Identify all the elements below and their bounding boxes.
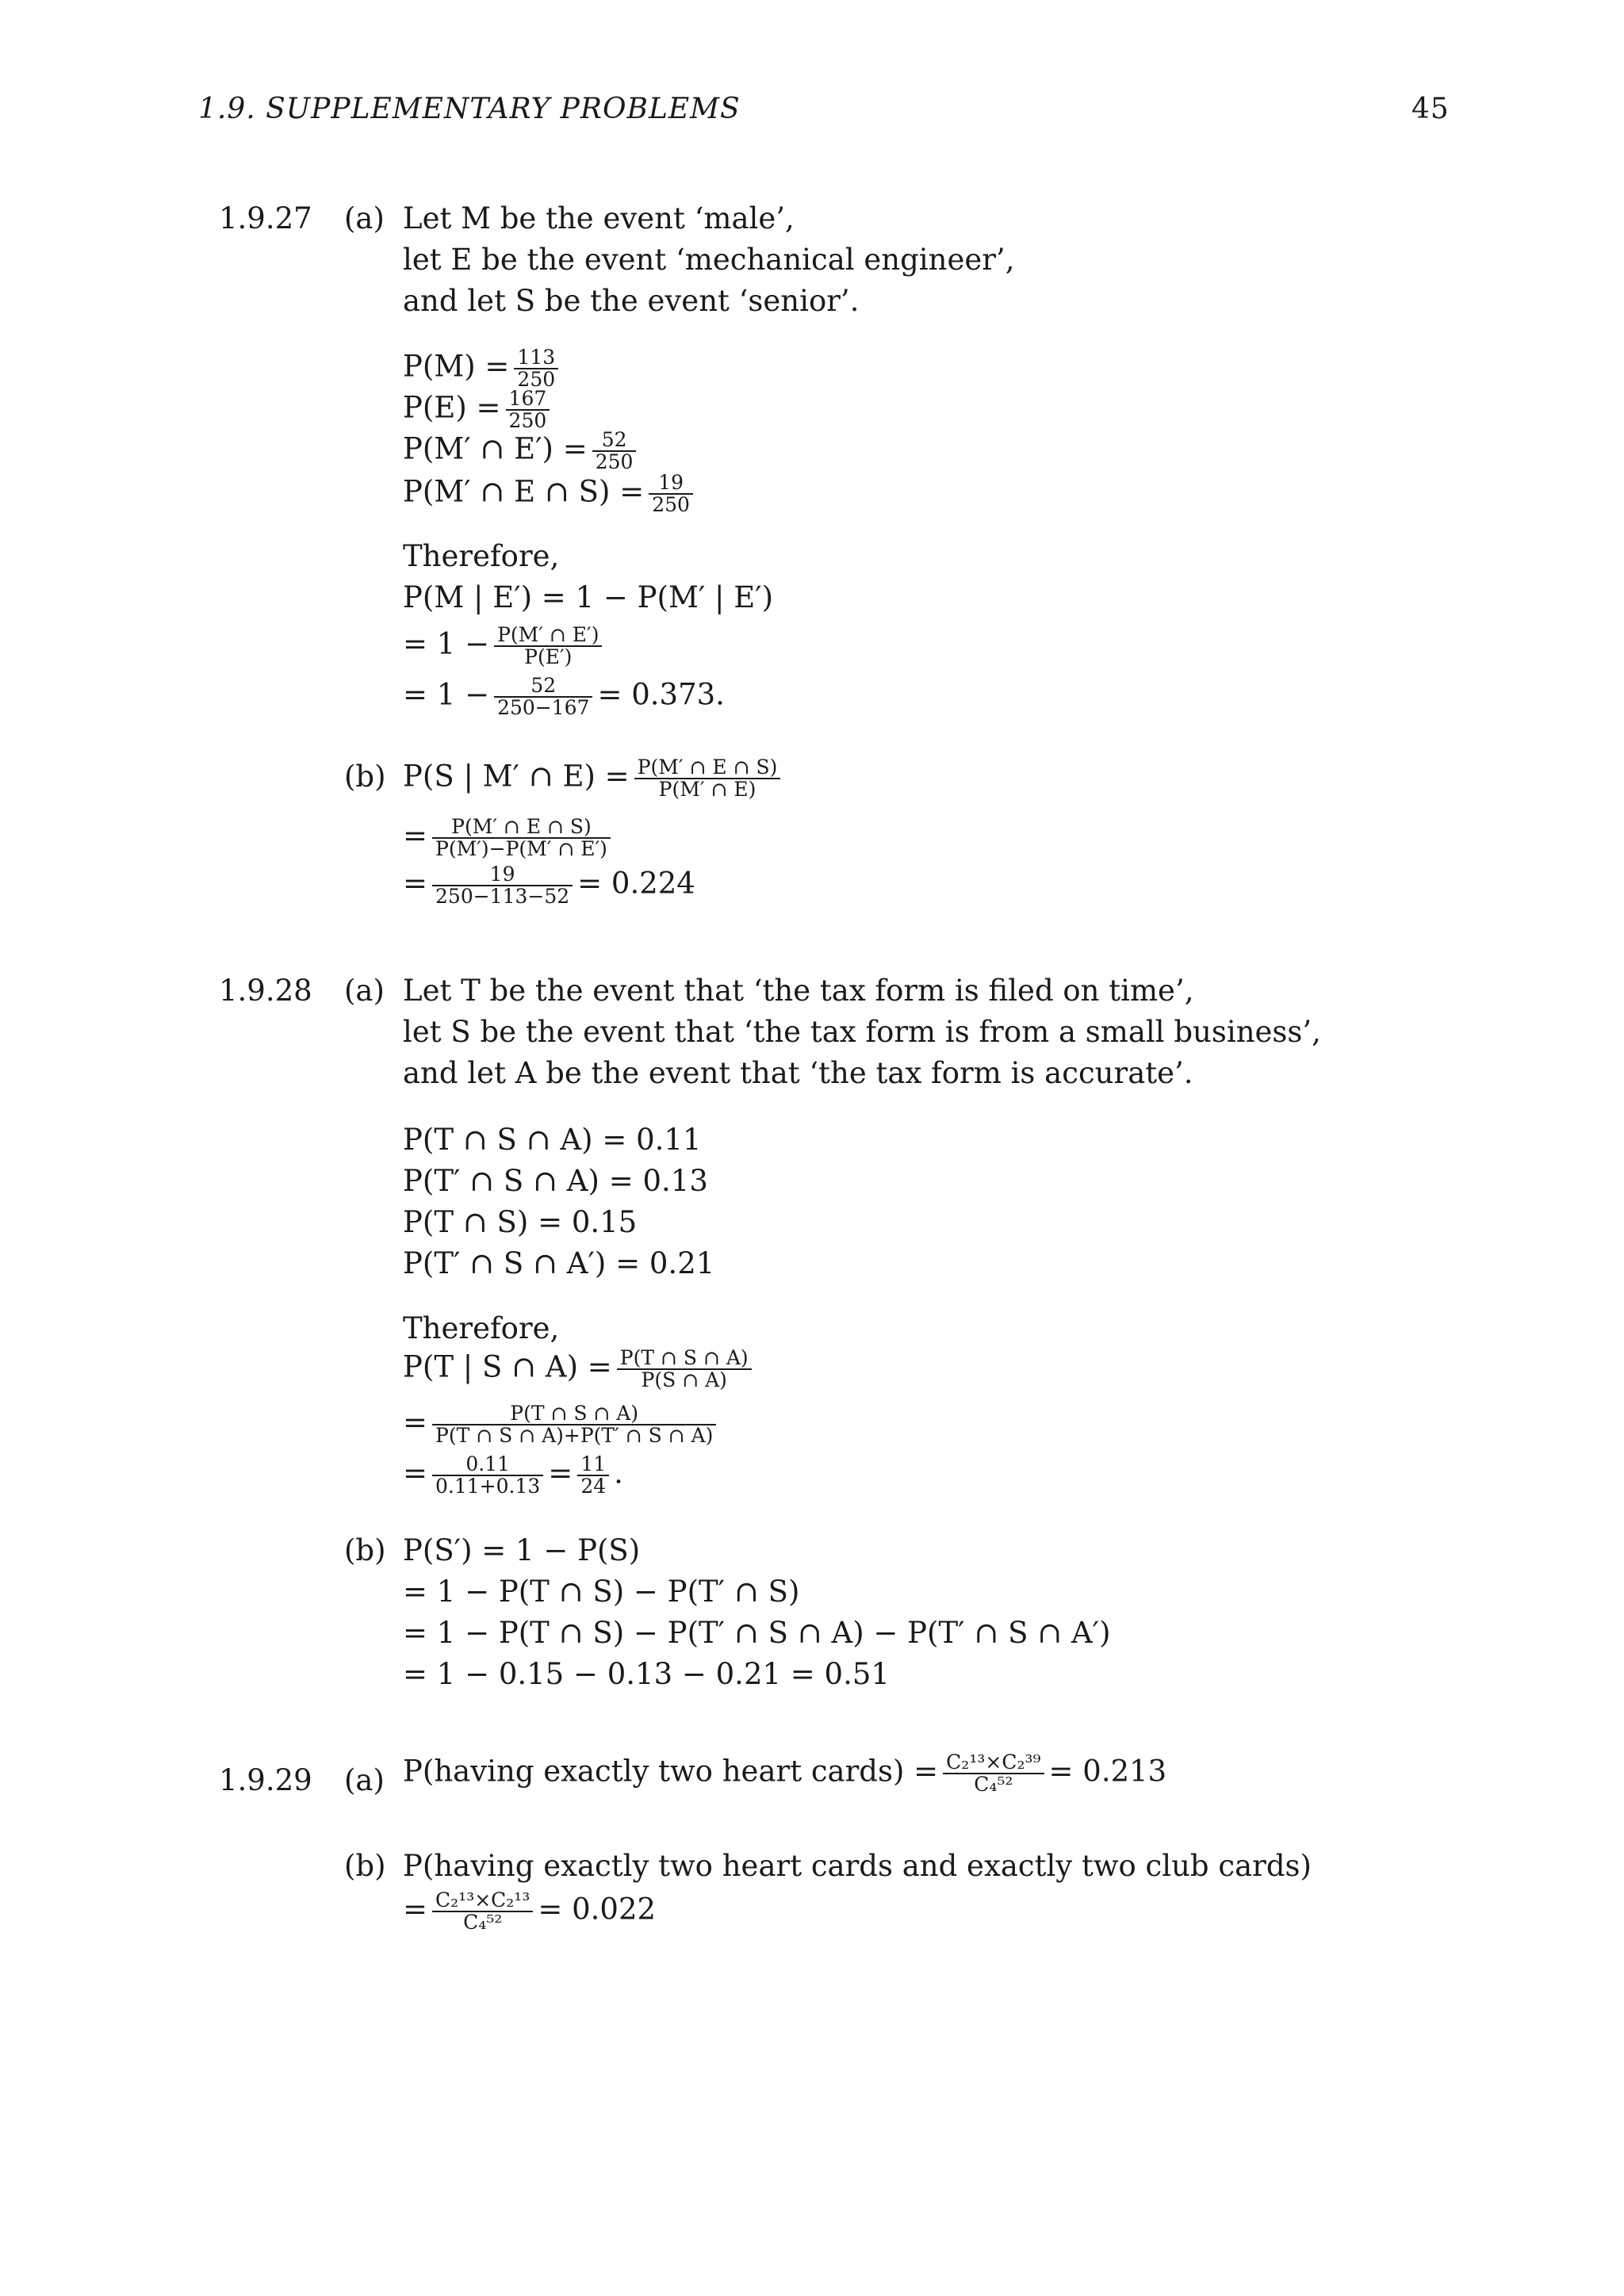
p28-s3: = $\frac{0.11}{0.11+0.13}$ = $\frac{11}{24}$ . [403,1452,623,1498]
p27-a-line3: and let S be the event ‘senior’. [403,284,860,318]
part-a-label-27: (a) [344,201,385,235]
p27-s1: P(M | E′) = 1 − P(M′ | E′) [403,580,774,614]
part-b-label-28: (b) [344,1533,386,1567]
p27-eq4: P(M′ ∩ E ∩ S) = $\frac{19}{250}$ [403,473,698,515]
p28-eq4: P(T′ ∩ S ∩ A′) = 0.21 [403,1246,715,1280]
p27-b-s2: = $\frac{P(M' \cap E \cap S)}{P(M')-P(M' \cap E')}$ [403,817,615,859]
p27-s2: = 1 − $\frac{P(M' \cap E')}{P(E')}$ [403,625,607,668]
p27-a-line1: Let M be the event ‘male’, [403,201,795,235]
p28-a-line3: and let A be the event that ‘the tax form is accurate’. [403,1056,1193,1090]
part-a-label-29: (a) [344,1763,385,1797]
p28-a-line2: let S be the event that ‘the tax form is from a small business’, [403,1015,1321,1049]
p28-s2: = $\frac{P(T \cap S \cap A)}{P(T \cap S \cap A)+P(T' \cap S \cap A)}$ [403,1403,721,1446]
problem-number-29: 1.9.29 [219,1763,312,1797]
p28-s1: P(T | S ∩ A) = $\frac{P(T \cap S \cap A)}{P(S \cap A)}$ [403,1348,756,1391]
p28-b-s2: = 1 − P(T ∩ S) − P(T′ ∩ S) [403,1575,800,1609]
running-header: 1.9. SUPPLEMENTARY PROBLEMS [198,93,741,125]
part-b-label-27: (b) [344,760,386,794]
part-a-label-28: (a) [344,974,385,1008]
p27-b-s3: = $\frac{19}{250-113-52}$ = 0.224 [403,863,695,908]
p27-a-line2: let E be the event ‘mechanical engineer’, [403,243,1015,277]
part-b-label-29: (b) [344,1849,386,1883]
p28-b-s3: = 1 − P(T ∩ S) − P(T′ ∩ S ∩ A) − P(T′ ∩ S ∩ A′) [403,1616,1111,1650]
p29-b-line1: P(having exactly two heart cards and exactly two club cards) [403,1849,1312,1883]
p29-a-eq: P(having exactly two heart cards) = $\frac{\text{C₂¹³×C₂³⁹}}{\text{C₄⁵²}}$ = 0.213 [403,1751,1167,1796]
p28-eq1: P(T ∩ S ∩ A) = 0.11 [403,1123,702,1157]
p28-b-s1: P(S′) = 1 − P(S) [403,1533,641,1567]
p27-b-s1: P(S | M′ ∩ E) = $\frac{P(M' \cap E \cap S)}{P(M' \cap E)}$ [403,757,785,800]
p27-s3: = 1 − $\frac{52}{250-167}$ = 0.373. [403,674,725,719]
problem-number-27: 1.9.27 [219,201,312,235]
p28-eq3: P(T ∩ S) = 0.15 [403,1205,638,1239]
p28-therefore: Therefore, [403,1311,560,1345]
p27-eq1: P(M) = $\frac{113}{250}$ [403,347,563,390]
p27-eq3: P(M′ ∩ E′) = $\frac{52}{250}$ [403,430,641,473]
problem-number-28: 1.9.28 [219,974,312,1008]
p28-b-s4: = 1 − 0.15 − 0.13 − 0.21 = 0.51 [403,1657,890,1691]
p27-therefore: Therefore, [403,539,560,573]
page-number: 45 [1411,93,1450,125]
p28-eq2: P(T′ ∩ S ∩ A) = 0.13 [403,1164,708,1198]
p29-b-eq: = $\frac{\text{C₂¹³×C₂¹³}}{\text{C₄⁵²}}$ = 0.022 [403,1888,657,1934]
p27-eq2: P(E) = $\frac{167}{250}$ [403,388,554,431]
p28-a-line1: Let T be the event that ‘the tax form is filed on time’, [403,974,1194,1008]
